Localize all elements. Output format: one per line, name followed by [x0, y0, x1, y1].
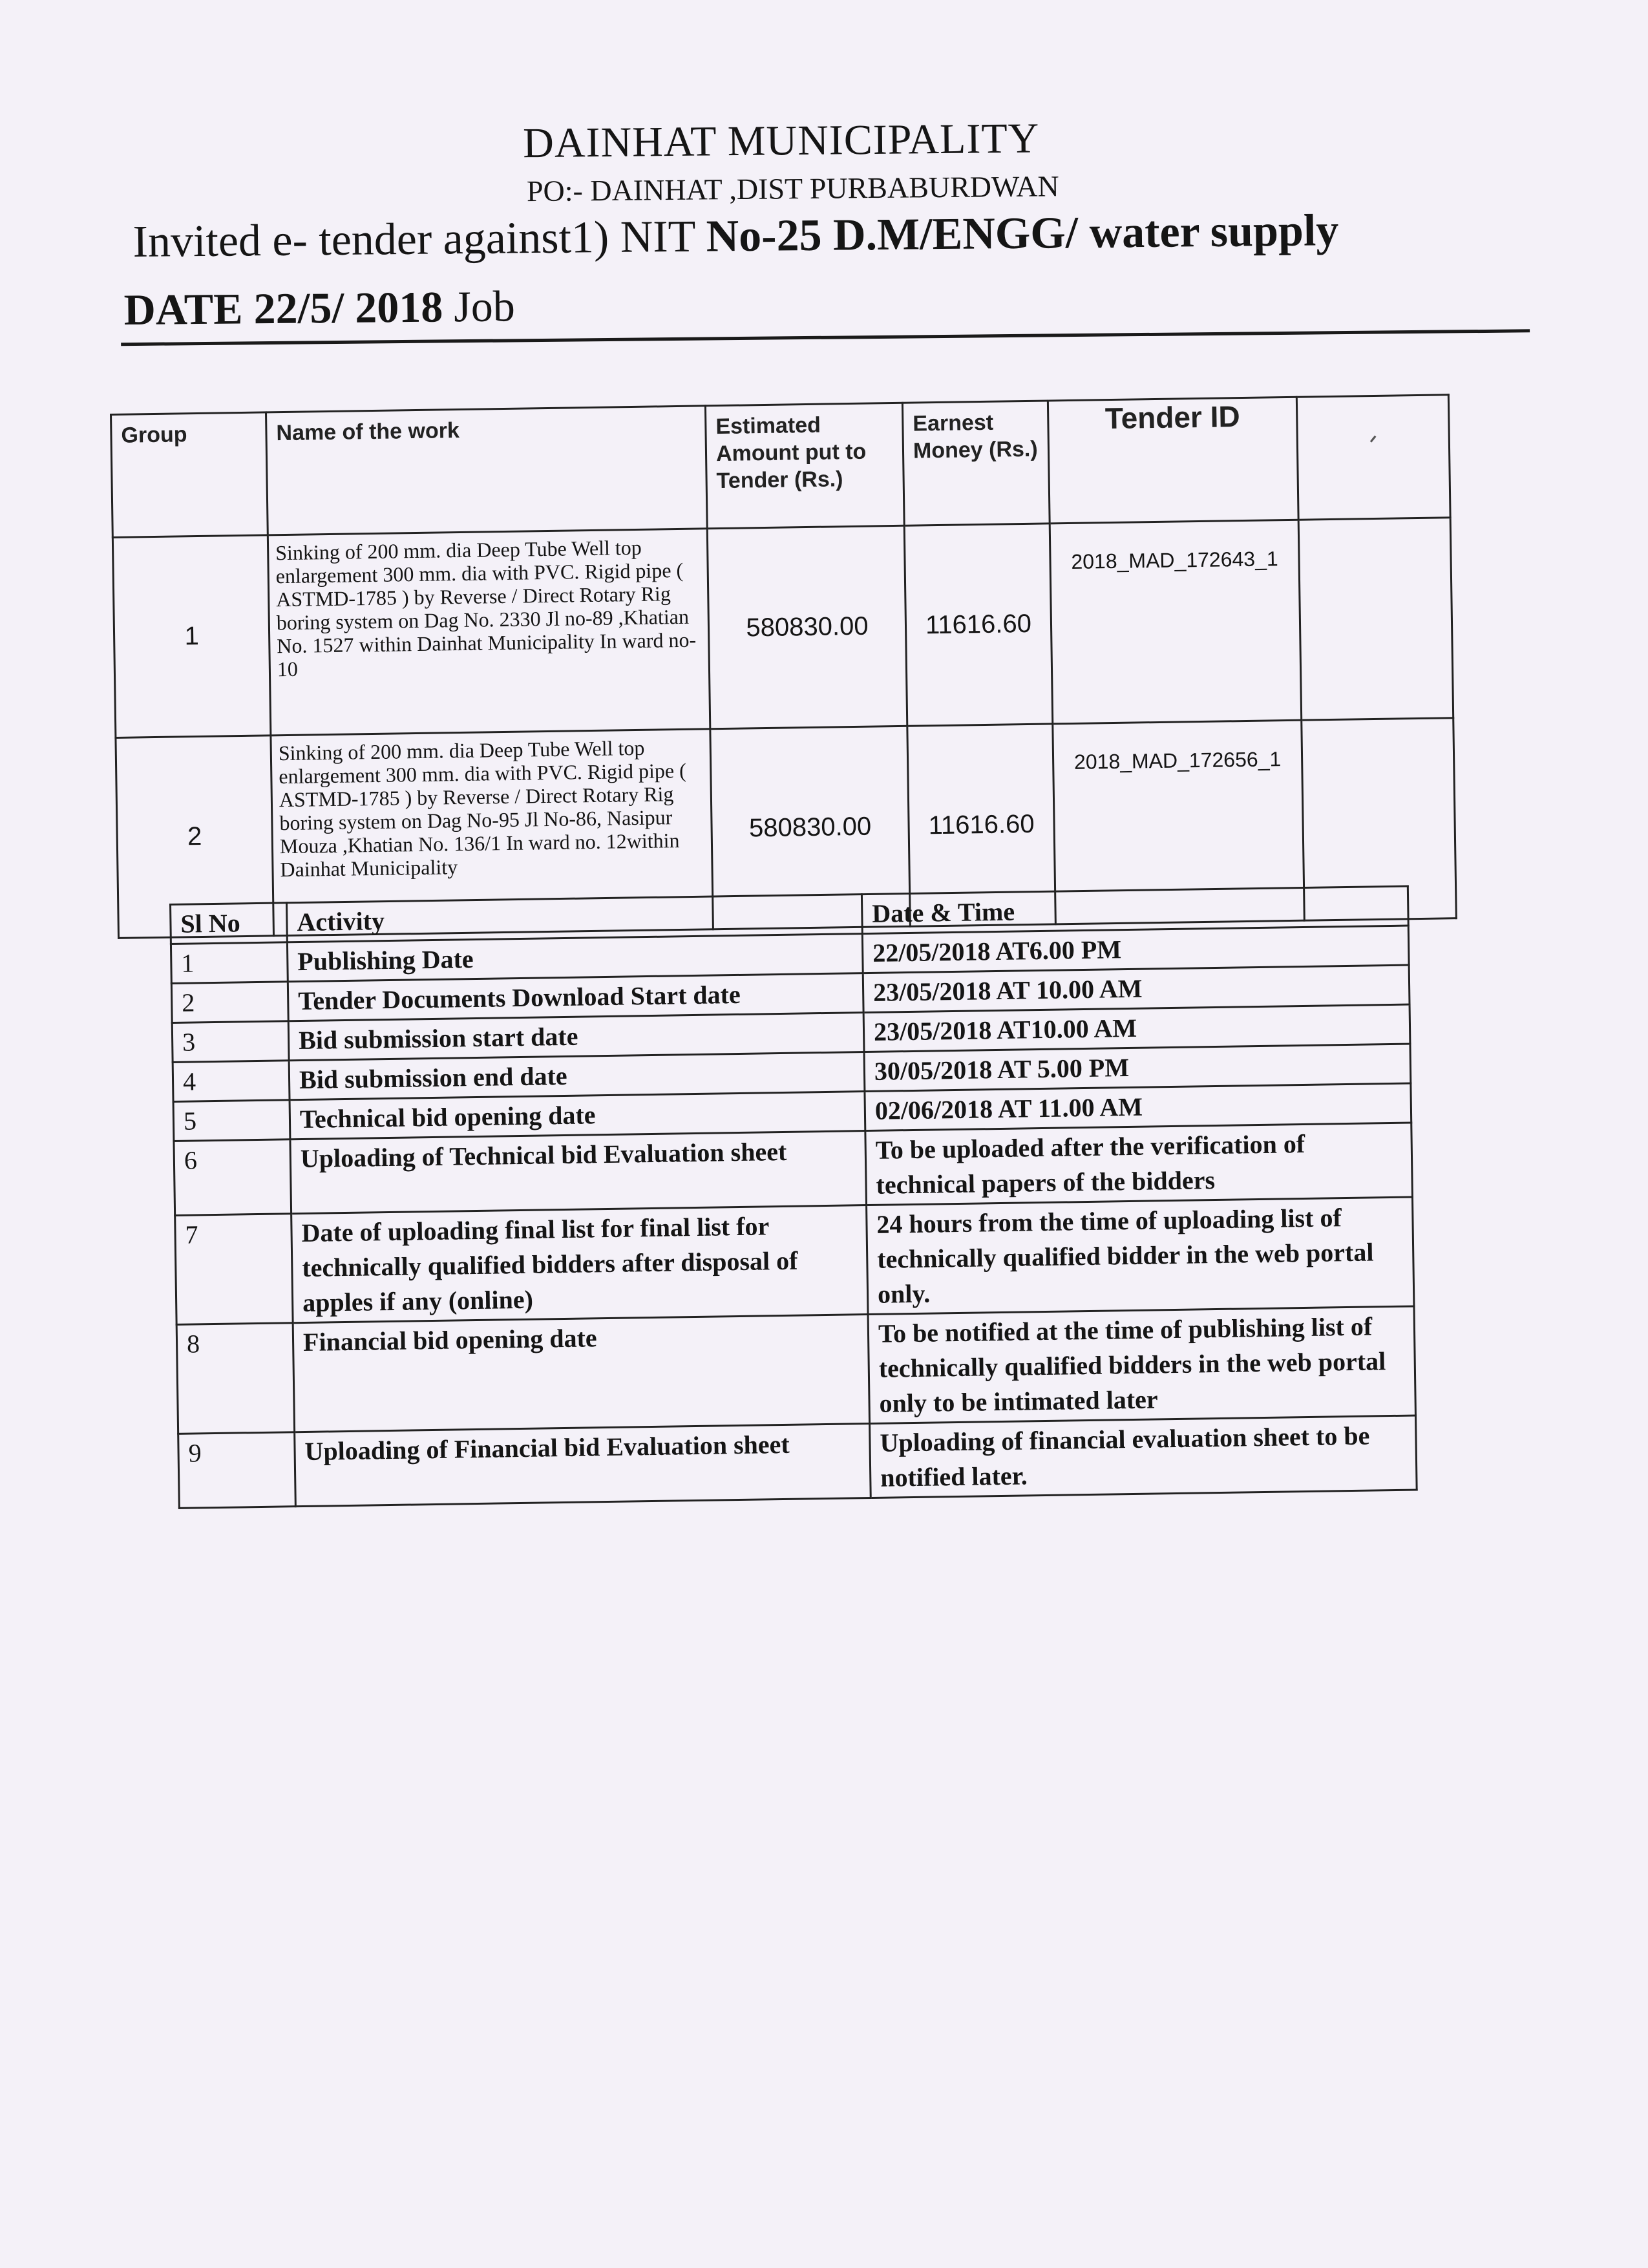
header-estimated-amount: Estimated Amount put to Tender (Rs.)	[705, 403, 904, 529]
earnest-money: 11616.60	[907, 724, 1056, 926]
nit-prefix: Invited e- tender against1) NIT	[132, 211, 706, 268]
activity: Date of uploading final list for final list for technically qualified bidders after disposal of apples if any (online)	[291, 1205, 868, 1323]
activity: Bid submission start date	[288, 1013, 864, 1061]
address-line: PO:- DAINHAT ,DIST PURBABURDWAN	[526, 169, 1059, 208]
sl-no: 9	[178, 1432, 296, 1509]
tender-id: 2018_MAD_172643_1	[1050, 520, 1302, 724]
earnest-money: 11616.60	[904, 524, 1053, 726]
schedule-table-wrapper	[169, 885, 1418, 1509]
date-time: 24 hours from the time of uploading list of technically qualified bidder in the web portal only.	[867, 1197, 1414, 1315]
sl-no: 4	[173, 1061, 290, 1102]
group-cell: 2	[116, 736, 274, 938]
estimated-amount: 580830.00	[707, 525, 907, 728]
pen-mark-icon: ᐟ	[1369, 432, 1378, 453]
work-description: Sinking of 200 mm. dia Deep Tube Well top enlargement 300 mm. dia with PVC. Rigid pipe ( ASTMD-1785 ) by Reverse / Direct Rotary Rig boring system on Dag No-95 Jl No-86, Nasipur Mouza ,Khatian No. 136/1 In ward no. 12within Dainhat Municipality	[271, 729, 713, 936]
header-extra	[1296, 395, 1450, 520]
extra-cell	[1298, 518, 1453, 720]
nit-number: No-25 D.M/ENGG/ water supply	[706, 206, 1339, 262]
date-time: 02/06/2018 AT 11.00 AM	[865, 1083, 1411, 1131]
estimated-amount: 580830.00	[710, 726, 911, 929]
activity: Technical bid opening date	[290, 1092, 865, 1139]
sl-no: 5	[173, 1100, 290, 1141]
activity: Bid submission end date	[289, 1052, 865, 1100]
date-line	[123, 281, 515, 335]
table-row	[175, 1197, 1414, 1324]
sl-no: 2	[171, 982, 288, 1023]
date-time: Uploading of financial evaluation sheet to be notified later.	[870, 1415, 1417, 1498]
activity: Uploading of Technical bid Evaluation sheet	[290, 1131, 867, 1214]
tender-id: 2018_MAD_172656_1	[1053, 720, 1305, 924]
schedule-table	[169, 885, 1418, 1509]
header-earnest-money: Earnest Money (Rs.)	[902, 401, 1050, 525]
date-suffix: Job	[442, 281, 516, 332]
work-description: Sinking of 200 mm. dia Deep Tube Well top enlargement 300 mm. dia with PVC. Rigid pipe ( ASTMD-1785 ) by Reverse / Direct Rotary Rig boring system on Dag No. 2330 Jl no-89 ,Khatian No. 1527 within Dainhat Municipality In ward no- 10	[268, 529, 710, 736]
activity: Tender Documents Download Start date	[288, 973, 863, 1021]
sl-no: 6	[174, 1139, 291, 1216]
activity: Financial bid opening date	[293, 1315, 869, 1432]
nit-date: DATE 22/5/ 2018	[123, 282, 443, 335]
header-date-time: Date & Time	[861, 886, 1408, 934]
sl-no: 1	[171, 942, 288, 984]
date-time: To be uploaded after the verification of technical papers of the bidders	[865, 1123, 1413, 1205]
date-time: 23/05/2018 AT 10.00 AM	[863, 965, 1410, 1013]
header-name-of-work: Name of the work	[266, 406, 707, 535]
date-time: 22/05/2018 AT6.00 PM	[862, 926, 1409, 973]
page-title: DAINHAT MUNICIPALITY	[522, 114, 1040, 167]
sl-no: 3	[172, 1021, 289, 1063]
date-time: 30/05/2018 AT 5.00 PM	[864, 1044, 1411, 1092]
sl-no: 8	[176, 1323, 294, 1434]
work-table-header	[111, 395, 1451, 538]
work-table	[110, 394, 1457, 939]
header-activity: Activity	[287, 895, 863, 942]
activity: Uploading of Financial bid Evaluation sheet	[295, 1424, 871, 1507]
header-sl-no: Sl No	[171, 903, 288, 944]
group-cell: 1	[112, 535, 271, 738]
table-row	[176, 1306, 1415, 1434]
work-table-wrapper	[110, 394, 1457, 939]
date-time: 23/05/2018 AT10.00 AM	[863, 1004, 1410, 1052]
document-header	[0, 0, 1648, 357]
table-row	[112, 518, 1453, 738]
sl-no: 7	[175, 1214, 293, 1325]
date-time: To be notified at the time of publishing list of technically qualified bidders in the web portal only to be intimated later	[868, 1306, 1415, 1424]
header-tender-id: Tender ID	[1048, 397, 1298, 524]
activity: Publishing Date	[287, 934, 863, 982]
nit-line	[132, 205, 1338, 268]
header-group: Group	[111, 412, 268, 538]
